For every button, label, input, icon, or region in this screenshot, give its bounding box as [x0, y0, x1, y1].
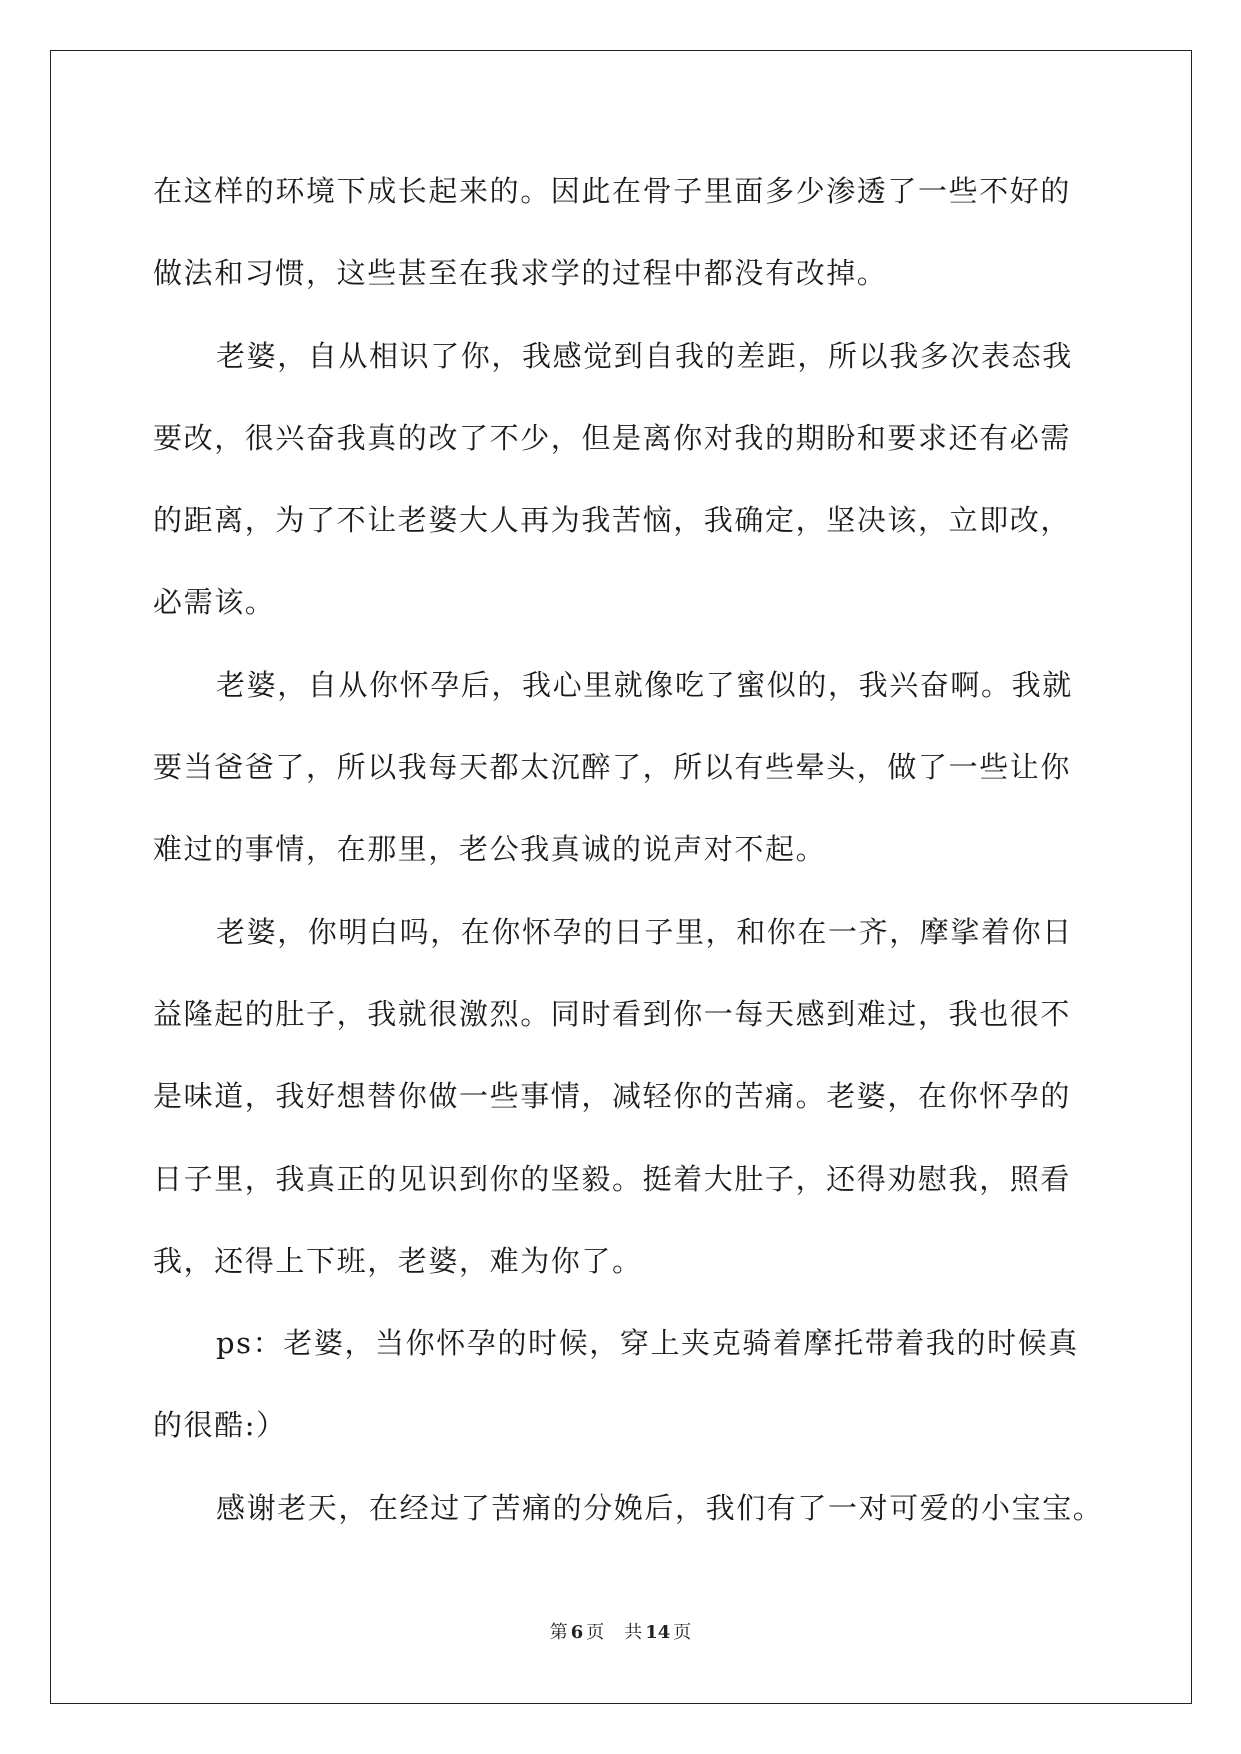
page-suffix: 页 [586, 1622, 605, 1643]
text-line: 在这样的环境下成长起来的。因此在骨子里面多少渗透了一些不好的 [153, 174, 1072, 208]
text-line: 做法和习惯，这些甚至在我求学的过程中都没有改掉。 [153, 256, 888, 291]
text-line: 日子里，我真正的见识到你的坚毅。挺着大肚子，还得劝慰我，照看 [153, 1161, 1072, 1196]
paragraph-start-line: 老婆，自从你怀孕后，我心里就像吃了蜜似的，我兴奋啊。我就 [216, 667, 1073, 702]
text-line: 是味道，我好想替你做一些事情，减轻你的苦痛。老婆，在你怀孕的 [153, 1079, 1072, 1114]
text-line: 的距离，为了不让老婆大人再为我苦恼，我确定，坚决该，立即改， [153, 503, 1072, 538]
total-prefix: 共 [624, 1622, 643, 1643]
text-line: 我，还得上下班，老婆，难为你了。 [153, 1243, 643, 1278]
paragraph-start-line: ps：老婆，当你怀孕的时候，穿上夹克骑着摩托带着我的时候真 [216, 1326, 1079, 1361]
paragraph-start-line: 老婆，你明白吗，在你怀孕的日子里，和你在一齐，摩挲着你日 [216, 914, 1073, 949]
page-footer [0, 1618, 1241, 1644]
page-prefix: 第 [549, 1622, 568, 1643]
text-line: 难过的事情，在那里，老公我真诚的说声对不起。 [153, 832, 827, 867]
text-line: 益隆起的肚子，我就很激烈。同时看到你一每天感到难过，我也很不 [153, 996, 1072, 1031]
paragraph-start-line: 感谢老天，在经过了苦痛的分娩后，我们有了一对可爱的小宝宝。 [216, 1490, 1104, 1525]
text-line: 的很酷:） [153, 1408, 287, 1443]
total-pages: 14 [645, 1622, 671, 1643]
text-line: 要改，很兴奋我真的改了不少，但是离你对我的期盼和要求还有必需 [153, 420, 1072, 455]
total-suffix: 页 [673, 1622, 692, 1643]
page-number: 6 [570, 1622, 584, 1643]
text-line: 要当爸爸了，所以我每天都太沉醉了，所以有些晕头，做了一些让你 [153, 750, 1072, 785]
paragraph-start-line: 老婆，自从相识了你，我感觉到自我的差距，所以我多次表态我 [216, 338, 1073, 373]
text-line: 必需该。 [153, 585, 276, 620]
document-body [153, 150, 1104, 1549]
